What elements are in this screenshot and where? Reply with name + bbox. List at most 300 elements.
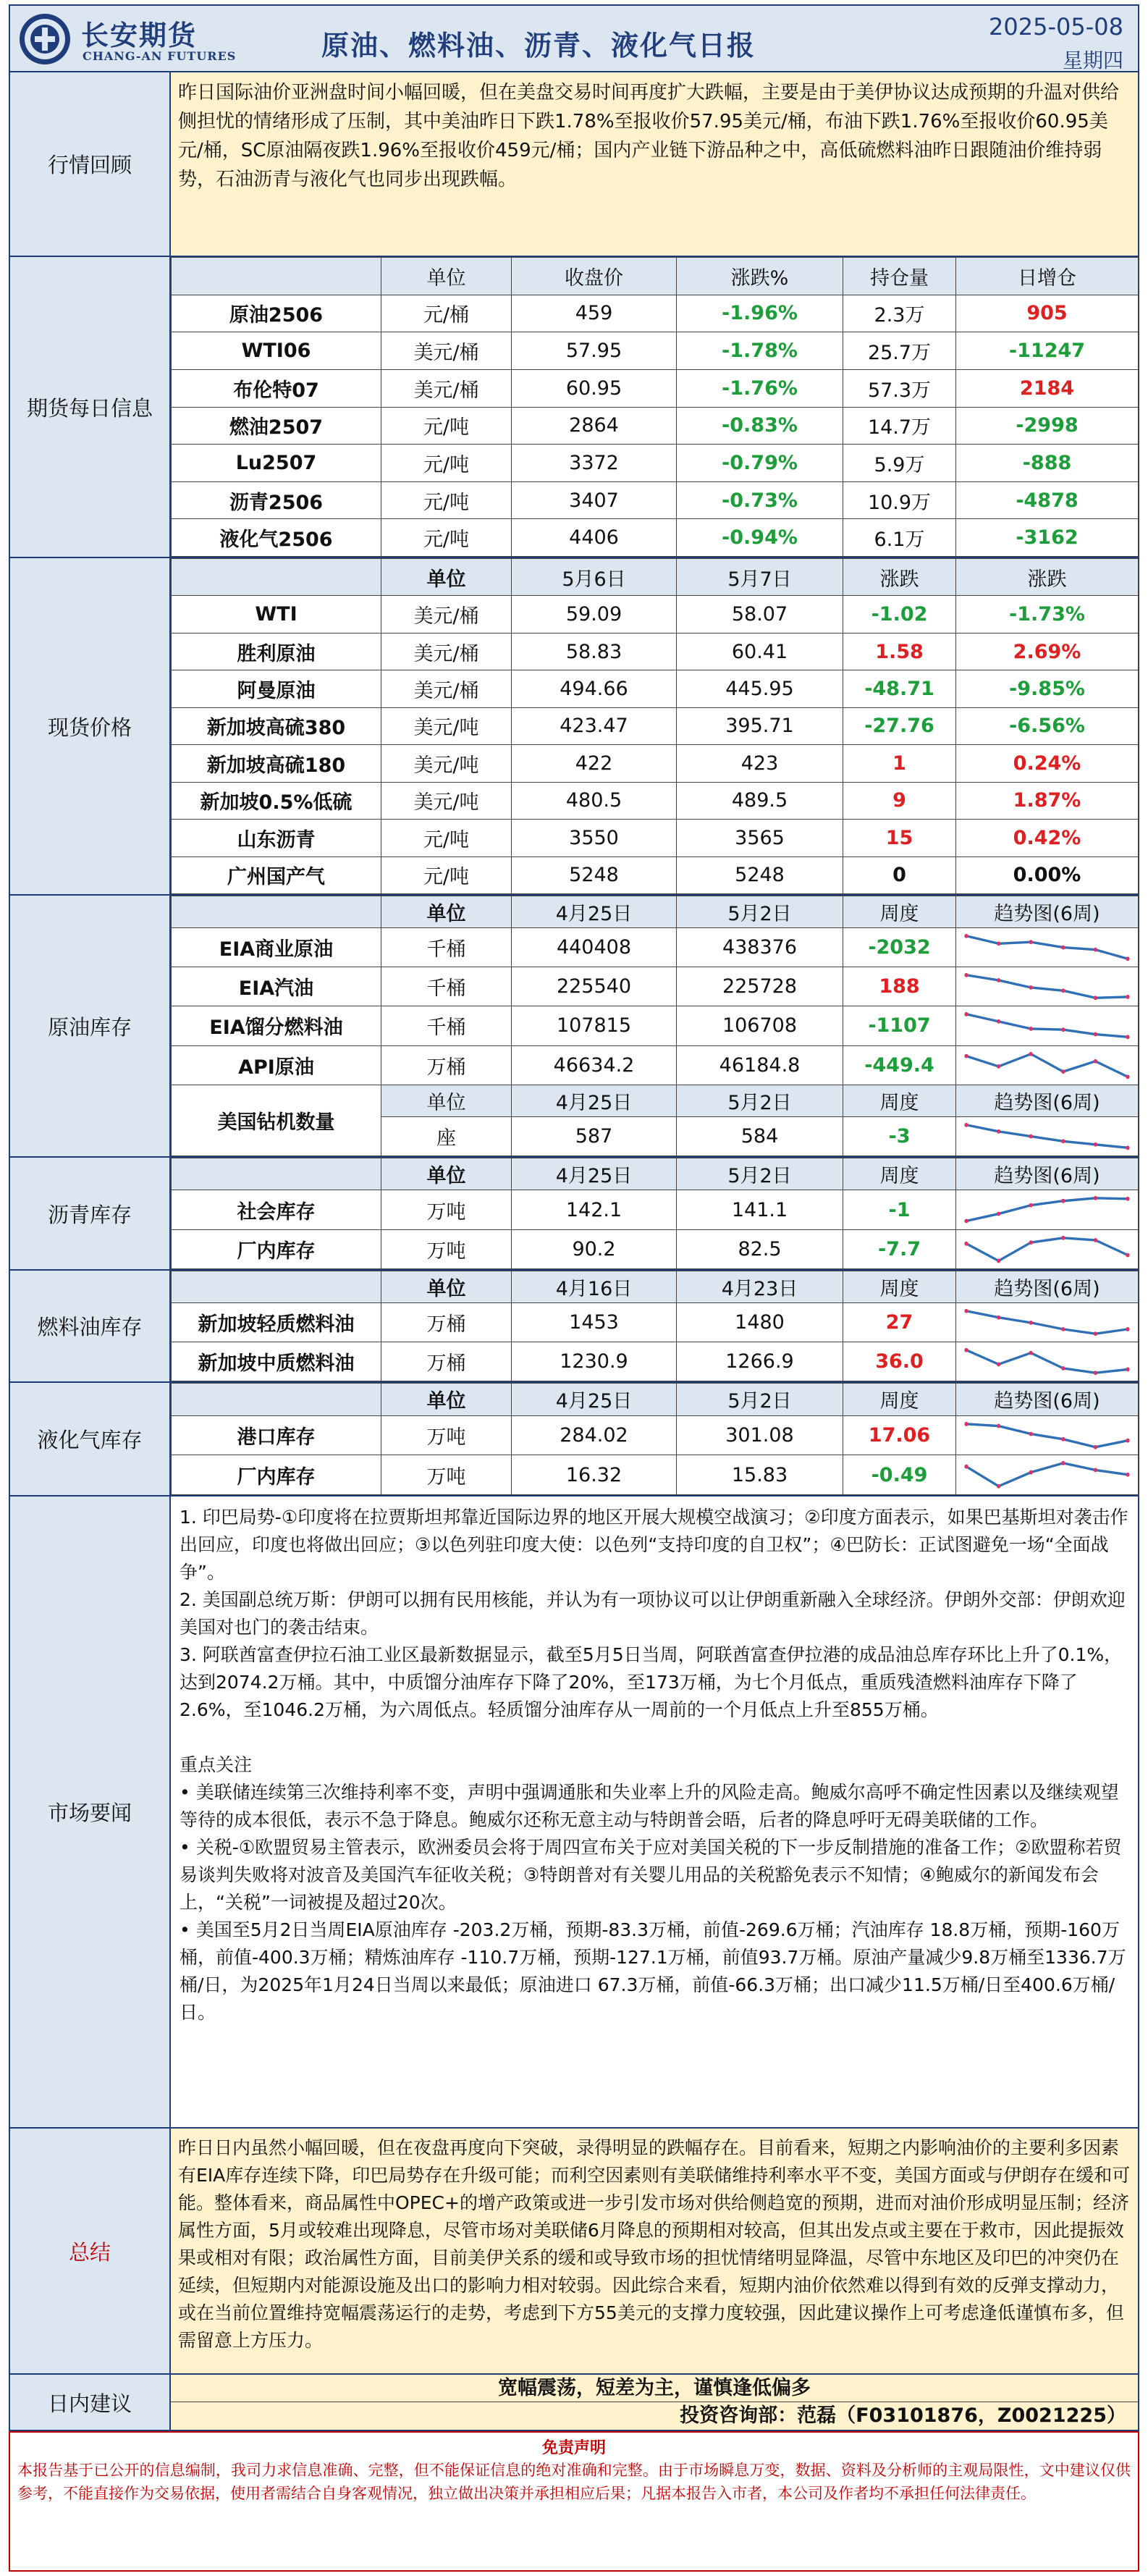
trend-point (1094, 1331, 1097, 1336)
contract-name: 液化气2506 (172, 519, 381, 557)
lpg-inventory-table (171, 1383, 1139, 1495)
trend-point (997, 1316, 1000, 1320)
disclaimer-title: 免责声明 (541, 2438, 606, 2457)
spot-header-row (172, 559, 1139, 596)
futures-row (172, 445, 1139, 482)
summary-text: 昨日日内虽然小幅回暖，但在夜盘再度向下突破，录得明显的跌幅存在。目前看来，短期之内影响油价的主要利多因素有EIA库存连续下降，印巴局势存在升级可能；而利空因素则有美联储维持利率水平不变，美国方面或与伊朗存在缓和可能。整体看来，商品属性中OPEC+的增产政策或进一步引发市场对供给侧趋宽的预期，进而对油价形成明显压制；经济属性方面，5月或较难出现降息，尽管市场对美联储6月降息的预期相对较高，但其出发点或主要在于救市，因此提振效果或相对有限；政治属性方面，目前美伊关系的缓和或导致市场的担忧情绪明显降温，尽管中东地区及印巴的冲突仍在延续，但短期内对能源设施及出口的影响力相对较弱。因此综合来看，短期内油价依然难以得到有效的反弹支撑动力，或在当前位置维持宽幅震荡运行的走势，考虑到下方55美元的支撑力度较强，因此建议操作上可考虑逢低谨慎布多，但需留意上方压力。 (178, 2137, 1131, 2351)
inventory-latest: 46184.8 (677, 1045, 843, 1085)
trend-point (1029, 1203, 1033, 1208)
unit-cell: 元/吨 (381, 519, 512, 557)
column-header: 涨跌 (956, 559, 1139, 596)
price-day1: 3550 (512, 820, 677, 856)
rig-header-row (172, 1085, 1139, 1116)
price-change-pct: 0.42% (956, 820, 1139, 856)
trend-point (1029, 940, 1033, 945)
change-pct: -0.94% (677, 519, 843, 557)
trend-point (1029, 1321, 1033, 1325)
futures-row (172, 481, 1139, 519)
trend-point (997, 1363, 1000, 1367)
column-header (172, 1158, 381, 1190)
trend-point (1126, 1074, 1129, 1079)
futures-row (172, 519, 1139, 557)
summary-section (9, 2129, 1139, 2375)
inventory-latest: 141.1 (677, 1190, 843, 1229)
lpg-inventory-label: 液化气库存 (10, 1383, 171, 1495)
inventory-prev: 225540 (512, 967, 677, 1006)
open-interest: 10.9万 (843, 481, 956, 519)
futures-row (172, 332, 1139, 370)
spot-name: 新加坡高硫380 (172, 707, 381, 744)
spot-name: 新加坡高硫180 (172, 745, 381, 782)
futures-section (9, 257, 1139, 558)
inventory-name: 新加坡中质燃料油 (172, 1342, 381, 1381)
inventory-prev: 107815 (512, 1006, 677, 1045)
column-header (172, 559, 381, 596)
trend-line (966, 1463, 1128, 1486)
inventory-weekly-change: -1 (843, 1190, 956, 1229)
inventory-latest: 225728 (677, 967, 843, 1006)
market-news-label: 市场要闻 (10, 1497, 171, 2127)
crude-inventory-label: 原油库存 (10, 896, 171, 1156)
price-day1: 480.5 (512, 782, 677, 819)
brand-name: 长安期货 (81, 20, 198, 51)
spot-section (9, 558, 1139, 896)
price-change-pct: -1.73% (956, 596, 1139, 633)
trend-point (997, 942, 1000, 946)
news-paragraph: • 关税-①欧盟贸易主管表示，欧洲委员会将于周四宣布关于应对美国关税的下一步反制措施的准备工作；②欧盟称若贸易谈判失败将对波音及美国汽车征收关税；③特朗普对有关婴儿用品的关税豁免表示不知情；④鲍威尔的新闻发布会上，“关税”一词被提及超过20次。 (180, 1837, 1122, 1913)
unit-cell: 美元/桶 (381, 369, 512, 407)
spot-name: 山东沥青 (172, 820, 381, 856)
trend-point (1126, 1473, 1129, 1477)
contract-name: WTI06 (172, 332, 381, 370)
column-header: 趋势图(6周) (956, 1384, 1139, 1416)
trend-sparkline-cell (956, 1045, 1139, 1085)
trend-point (1061, 1236, 1065, 1240)
price-change-pct: -6.56% (956, 707, 1139, 744)
spot-row (172, 670, 1139, 707)
spot-row (172, 745, 1139, 782)
unit-cell: 美元/桶 (381, 332, 512, 370)
inventory-weekly-change: -449.4 (843, 1045, 956, 1085)
trend-point (1029, 1351, 1033, 1355)
column-header: 单位 (381, 896, 512, 928)
inventory-name: 厂内库存 (172, 1455, 381, 1495)
inventory-latest: 301.08 (677, 1415, 843, 1455)
trend-point (964, 1053, 968, 1058)
trend-point (1029, 1470, 1033, 1475)
open-interest: 6.1万 (843, 519, 956, 557)
trend-point (997, 1019, 1000, 1024)
unit-cell: 美元/桶 (381, 670, 512, 707)
column-header: 周度 (843, 1271, 956, 1303)
trend-point (1094, 1058, 1097, 1063)
column-header: 单位 (381, 258, 512, 295)
change-pct: -1.76% (677, 369, 843, 407)
futures-row (172, 407, 1139, 445)
unit-cell: 座 (381, 1116, 512, 1156)
trend-point (1029, 985, 1033, 990)
price-change-pct: 0.24% (956, 745, 1139, 782)
contract-name: 沥青2506 (172, 481, 381, 519)
trend-sparkline (961, 1306, 1134, 1339)
market-review-text: 昨日国际油价亚洲盘时间小幅回暖，但在美盘交易时间再度扩大跌幅，主要是由于美伊协议达成预期的升温对供给侧担忧的情绪形成了压制，其中美油昨日下跌1.78%至报收价57.95美元/桶，布油下跌1.76%至报收价60.95美元/桶，SC原油隔夜跌1.96%至报收价459元/桶；国内产业链下游品种之中，高低硫燃料油昨日跟随油价维持弱势，石油沥青与液化气也同步出现跌幅。 (178, 82, 1120, 190)
column-header: 周度 (843, 1158, 956, 1190)
chang-an-logo-icon (17, 12, 72, 67)
inventory-header-row (172, 1384, 1139, 1416)
open-interest: 2.3万 (843, 295, 956, 332)
market-news-text (171, 1497, 1138, 2034)
inventory-weekly-change: 17.06 (843, 1415, 956, 1455)
price-day2: 60.41 (677, 633, 843, 670)
column-header: 单位 (381, 1271, 512, 1303)
price-change: 9 (843, 782, 956, 819)
inventory-prev: 16.32 (512, 1455, 677, 1495)
column-header: 4月23日 (677, 1271, 843, 1303)
inventory-weekly-change: -2032 (843, 928, 956, 967)
trend-point (1094, 1238, 1097, 1242)
news-paragraph: • 美国至5月2日当周EIA原油库存 -203.2万桶，预期-83.3万桶，前值-269.6万桶；汽油库存 18.8万桶，预期-160万桶，前值-400.3万桶；精炼油库存 -110.7万桶，预期-127.1万桶，前值93.7万桶。原油产量减少9.8万桶至1336.7万桶/日，为2025年1月24日当周以来最低；原油进口 67.3万桶，前值-66.3万桶；出口减少11.5万桶/日至400.6万桶/日。 (180, 1919, 1126, 2023)
change-pct: -1.96% (677, 295, 843, 332)
column-header: 收盘价 (512, 258, 677, 295)
inventory-prev: 142.1 (512, 1190, 677, 1229)
price-change: 1.58 (843, 633, 956, 670)
asphalt-inventory-section (9, 1158, 1139, 1271)
inventory-prev: 90.2 (512, 1229, 677, 1268)
advice-label: 日内建议 (10, 2375, 171, 2430)
trend-point (1126, 1253, 1129, 1257)
fuel-inventory-section (9, 1271, 1139, 1383)
close-price: 60.95 (512, 369, 677, 407)
trend-sparkline (961, 1049, 1134, 1082)
trend-point (1061, 1327, 1065, 1331)
price-day2: 445.95 (677, 670, 843, 707)
column-header: 涨跌 (843, 559, 956, 596)
futures-header-row (172, 258, 1139, 295)
inventory-weekly-change: -7.7 (843, 1229, 956, 1268)
inventory-prev: 1230.9 (512, 1342, 677, 1381)
news-paragraph (180, 1724, 1129, 1751)
trend-point (1061, 1437, 1065, 1441)
inventory-weekly-change: -3 (843, 1116, 956, 1156)
trend-point (1029, 1135, 1033, 1139)
trend-line (966, 1053, 1128, 1077)
spot-name: 新加坡0.5%低硫 (172, 782, 381, 819)
open-interest-change: 2184 (956, 369, 1139, 407)
contract-name: 原油2506 (172, 295, 381, 332)
trend-sparkline-cell (956, 1229, 1139, 1268)
column-header: 4月25日 (512, 1384, 677, 1416)
trend-point (964, 1465, 968, 1469)
unit-cell: 万吨 (381, 1190, 512, 1229)
contract-name: 布伦特07 (172, 369, 381, 407)
report-title: 原油、燃料油、沥青、液化气日报 (321, 30, 756, 62)
price-day2: 5248 (677, 856, 843, 894)
column-header: 5月2日 (677, 1085, 843, 1116)
inventory-name: API原油 (172, 1045, 381, 1085)
trend-point (964, 1348, 968, 1352)
spot-name: 胜利原油 (172, 633, 381, 670)
price-day1: 494.66 (512, 670, 677, 707)
open-interest-change: -11247 (956, 332, 1139, 370)
trend-point (1094, 996, 1097, 1001)
inventory-row (172, 1415, 1139, 1455)
trend-sparkline-cell (956, 967, 1139, 1006)
price-change: 1 (843, 745, 956, 782)
trend-line (966, 1311, 1128, 1334)
price-day1: 422 (512, 745, 677, 782)
price-change: -48.71 (843, 670, 956, 707)
inventory-row (172, 928, 1139, 967)
trend-sparkline (961, 1120, 1134, 1153)
unit-cell: 万吨 (381, 1455, 512, 1495)
inventory-header-row (172, 896, 1139, 928)
inventory-latest: 438376 (677, 928, 843, 967)
column-header: 4月25日 (512, 1158, 677, 1190)
summary-label: 总结 (10, 2129, 171, 2373)
price-change: -27.76 (843, 707, 956, 744)
unit-cell: 美元/吨 (381, 745, 512, 782)
inventory-latest: 106708 (677, 1006, 843, 1045)
close-price: 3407 (512, 481, 677, 519)
trend-point (1029, 1051, 1033, 1056)
unit-cell: 美元/桶 (381, 633, 512, 670)
unit-cell: 元/吨 (381, 820, 512, 856)
trend-sparkline-cell (956, 1342, 1139, 1381)
trend-point (1094, 1445, 1097, 1449)
unit-cell: 万吨 (381, 1415, 512, 1455)
unit-cell: 元/吨 (381, 481, 512, 519)
column-header: 涨跌% (677, 258, 843, 295)
trend-sparkline (961, 1345, 1134, 1378)
price-day2: 395.71 (677, 707, 843, 744)
spot-row (172, 856, 1139, 894)
price-change: -1.02 (843, 596, 956, 633)
trend-sparkline (961, 970, 1134, 1003)
spot-name: 广州国产气 (172, 856, 381, 894)
news-paragraph: 3. 阿联酋富查伊拉石油工业区最新数据显示，截至5月5日当周，阿联酋富查伊拉港的成品油总库存环比上升了0.1%，达到2074.2万桶。其中，中质馏分油库存下降了20%，至173万桶，为七个月低点，重质残渣燃料油库存下降了2.6%，至1046.2万桶，为六周低点。轻质馏分油库存从一周前的一个月低点上升至855万桶。 (180, 1644, 1123, 1720)
open-interest: 25.7万 (843, 332, 956, 370)
report-page (9, 4, 1139, 2572)
open-interest-change: -3162 (956, 519, 1139, 557)
trend-line (966, 936, 1128, 959)
news-paragraph: 重点关注 (180, 1754, 253, 1775)
unit-cell: 万桶 (381, 1342, 512, 1381)
trend-point (1126, 1035, 1129, 1040)
trend-sparkline-cell (956, 1455, 1139, 1495)
trend-point (964, 934, 968, 938)
column-header: 趋势图(6周) (956, 1158, 1139, 1190)
trend-line (966, 1424, 1128, 1447)
unit-cell: 万桶 (381, 1045, 512, 1085)
advice-section (9, 2375, 1139, 2431)
trend-line (966, 1014, 1128, 1037)
trend-sparkline (961, 1193, 1134, 1226)
trend-point (1094, 1032, 1097, 1037)
column-header (172, 1384, 381, 1416)
unit-cell: 元/吨 (381, 407, 512, 445)
crude-inventory-table (171, 896, 1139, 1156)
inventory-latest: 584 (677, 1116, 843, 1156)
trend-sparkline (961, 1233, 1134, 1266)
spot-table (171, 558, 1139, 894)
trend-point (997, 1423, 1000, 1428)
price-day2: 58.07 (677, 596, 843, 633)
price-day1: 59.09 (512, 596, 677, 633)
trend-point (997, 1129, 1000, 1134)
trend-point (964, 1123, 968, 1127)
inventory-weekly-change: -0.49 (843, 1455, 956, 1495)
open-interest-change: -888 (956, 445, 1139, 482)
inventory-prev: 1453 (512, 1303, 677, 1342)
news-paragraph: • 美联储连续第三次维持利率不变，声明中强调通胀和失业率上升的风险走高。鲍威尔高呼不确定性因素以及继续观望等待的成本很低，表示不急于降息。鲍威尔还称无意主动与特朗普会晤，后者的降息呼吁无碍美联储的工作。 (180, 1782, 1119, 1830)
price-change-pct: 1.87% (956, 782, 1139, 819)
trend-sparkline (961, 1458, 1134, 1491)
open-interest: 5.9万 (843, 445, 956, 482)
inventory-prev: 587 (512, 1116, 677, 1156)
spot-row (172, 707, 1139, 744)
trend-line (966, 1198, 1128, 1221)
asphalt-inventory-label: 沥青库存 (10, 1158, 171, 1269)
trend-sparkline-cell (956, 1415, 1139, 1455)
price-day2: 3565 (677, 820, 843, 856)
column-header (172, 896, 381, 928)
trend-sparkline (961, 1009, 1134, 1042)
inventory-latest: 15.83 (677, 1455, 843, 1495)
trend-point (1061, 1069, 1065, 1074)
inventory-weekly-change: 36.0 (843, 1342, 956, 1381)
inventory-row (172, 1190, 1139, 1229)
inventory-name: 社会库存 (172, 1190, 381, 1229)
trend-point (1094, 1371, 1097, 1375)
column-header: 趋势图(6周) (956, 1085, 1139, 1116)
column-header: 周度 (843, 1384, 956, 1416)
inventory-name: EIA商业原油 (172, 928, 381, 967)
unit-cell: 美元/吨 (381, 782, 512, 819)
trend-point (1061, 1028, 1065, 1032)
spot-row (172, 820, 1139, 856)
trend-point (1126, 957, 1129, 961)
trend-point (997, 1064, 1000, 1069)
brand-name-en: CHANG-AN FUTURES (83, 49, 237, 63)
trend-point (1126, 1145, 1129, 1150)
market-review-label: 行情回顾 (10, 72, 171, 256)
price-change-pct: -9.85% (956, 670, 1139, 707)
price-change: 0 (843, 856, 956, 894)
trend-line (966, 1238, 1128, 1261)
spot-name: 阿曼原油 (172, 670, 381, 707)
trend-point (1094, 1196, 1097, 1200)
crude-inventory-section (9, 896, 1139, 1158)
column-header: 单位 (381, 1158, 512, 1190)
trend-line (966, 1350, 1128, 1373)
inventory-weekly-change: 188 (843, 967, 956, 1006)
open-interest: 57.3万 (843, 369, 956, 407)
close-price: 3372 (512, 445, 677, 482)
column-header: 单位 (381, 1085, 512, 1116)
futures-table (171, 257, 1139, 557)
unit-cell: 元/桶 (381, 295, 512, 332)
news-paragraph: 2. 美国副总统万斯：伊朗可以拥有民用核能，并认为有一项协议可以让伊朗重新融入全球经济。伊朗外交部：伊朗欢迎美国对也门的袭击结束。 (180, 1589, 1126, 1638)
trend-point (997, 978, 1000, 982)
futures-row (172, 369, 1139, 407)
unit-cell: 元/吨 (381, 445, 512, 482)
trend-point (1094, 948, 1097, 952)
inventory-name: EIA汽油 (172, 967, 381, 1006)
trend-sparkline-cell (956, 1190, 1139, 1229)
asphalt-inventory-table (171, 1158, 1139, 1269)
open-interest-change: 905 (956, 295, 1139, 332)
analyst-credit: 投资咨询部：范磊（F03101876，Z0021225） (171, 2402, 1138, 2430)
column-header: 持仓量 (843, 258, 956, 295)
unit-cell: 万桶 (381, 1303, 512, 1342)
disclaimer (9, 2431, 1139, 2572)
trend-point (1061, 1366, 1065, 1371)
spot-label: 现货价格 (10, 558, 171, 894)
column-header: 周度 (843, 1085, 956, 1116)
unit-cell: 千桶 (381, 1006, 512, 1045)
column-header: 5月6日 (512, 559, 677, 596)
unit-cell: 美元/吨 (381, 707, 512, 744)
inventory-weekly-change: 27 (843, 1303, 956, 1342)
report-header (9, 4, 1139, 72)
inventory-name: 新加坡轻质燃料油 (172, 1303, 381, 1342)
trend-point (1126, 1197, 1129, 1201)
trend-point (964, 1309, 968, 1313)
trend-point (964, 1241, 968, 1245)
column-header: 单位 (381, 559, 512, 596)
open-interest-change: -4878 (956, 481, 1139, 519)
inventory-prev: 440408 (512, 928, 677, 967)
price-day2: 489.5 (677, 782, 843, 819)
spot-row (172, 633, 1139, 670)
price-day1: 5248 (512, 856, 677, 894)
trend-point (1029, 1027, 1033, 1031)
column-header: 周度 (843, 896, 956, 928)
trend-line (966, 1125, 1128, 1148)
inventory-row (172, 1303, 1139, 1342)
column-header: 日增仓 (956, 258, 1139, 295)
trend-sparkline-cell (956, 928, 1139, 967)
close-price: 459 (512, 295, 677, 332)
inventory-prev: 46634.2 (512, 1045, 677, 1085)
trend-point (997, 1258, 1000, 1263)
change-pct: -0.79% (677, 445, 843, 482)
spot-name: WTI (172, 596, 381, 633)
inventory-latest: 1480 (677, 1303, 843, 1342)
trend-sparkline (961, 1419, 1134, 1452)
trend-point (964, 1422, 968, 1426)
open-interest-change: -2998 (956, 407, 1139, 445)
trend-line (966, 975, 1128, 998)
contract-name: 燃油2507 (172, 407, 381, 445)
trend-point (1029, 1240, 1033, 1245)
trend-point (964, 973, 968, 977)
contract-name: Lu2507 (172, 445, 381, 482)
fuel-inventory-table (171, 1271, 1139, 1381)
column-header: 单位 (381, 1384, 512, 1416)
news-paragraph: 1. 印巴局势-①印度将在拉贾斯坦邦靠近国际边界的地区开展大规模空战演习；②印度方面表示，如果巴基斯坦对袭击作出回应，印度也将做出回应；③以色列驻印度大使：以色列“支持印度的自卫权”；④巴防长：正试图避免一场“全面战争”。 (180, 1507, 1128, 1583)
change-pct: -1.78% (677, 332, 843, 370)
column-header: 4月16日 (512, 1271, 677, 1303)
inventory-name: 港口库存 (172, 1415, 381, 1455)
spot-row (172, 596, 1139, 633)
price-change-pct: 2.69% (956, 633, 1139, 670)
price-change: 15 (843, 820, 956, 856)
column-header: 5月2日 (677, 1384, 843, 1416)
column-header: 4月25日 (512, 1085, 677, 1116)
open-interest: 14.7万 (843, 407, 956, 445)
trend-point (1094, 1468, 1097, 1473)
